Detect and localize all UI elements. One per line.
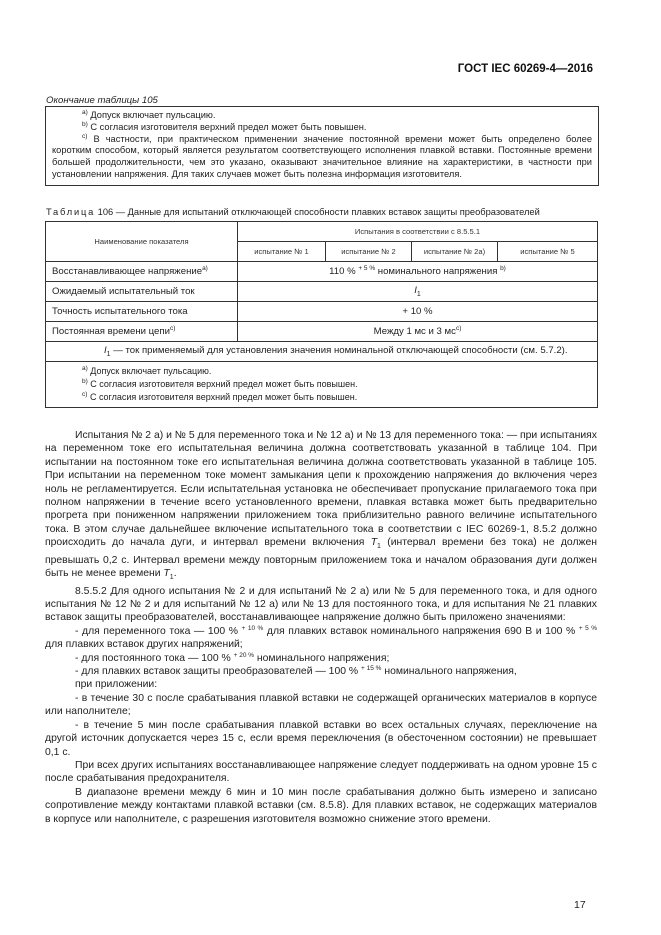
text: номинального напряжения; <box>254 652 390 664</box>
subscript: 1 <box>377 543 381 551</box>
footnote-mark: c) <box>82 132 88 140</box>
footnote-text: Допуск включает пульсацию. <box>90 366 212 376</box>
footnote-text: В частности, при практическом применении значение постоянной времени может быть определено более коротким способом, который является результатом соответствующего исполнения плавкой вставки. Постоянные времени большей продолжительности, чем это указано, оказывают значительное влияние на характеристики, в частности при установлении напряжения. Для таких случаев может быть полезна информация изготовителя. <box>52 133 592 179</box>
column-header: испытание № 2а) <box>412 242 498 262</box>
footnote-ref: c) <box>169 325 176 332</box>
table-notes-row <box>46 362 598 408</box>
footnote-b <box>52 122 592 134</box>
table-105-notes <box>45 106 599 186</box>
tolerance: + 15 % <box>361 665 382 673</box>
paragraph: При всех других испытаниях восстанавливающее напряжение следует поддерживать на одном уровне 15 с после срабатывания предохранителя. <box>45 759 597 785</box>
text: - для переменного тока — 100 % <box>75 625 242 637</box>
paragraph: В диапазоне времени между 6 мин и 10 мин после срабатывания должно быть измерено и записано сопротивление между контактами плавкой вставки (см. 8.5.8). Для плавких вставок, не содержащих материалов в корпусе или наполнителе, с разрешения изготовителя возможно снижение этого времени. <box>45 786 597 825</box>
list-item: - в течение 5 мин после срабатывания плавкой вставки во всех остальных случаях, переключение на другой источник допускается через 15 с, если время переключения (в обесточенном состоянии) не превышает 0,1 с. <box>45 719 597 758</box>
list-item <box>45 652 597 665</box>
list-item: - в течение 30 с после срабатывания плавкой вставки не содержащей органических материалов в корпусе или наполнителе; <box>45 692 597 718</box>
tolerance: + 20 % <box>233 651 255 659</box>
body-text <box>45 429 597 826</box>
table-106-caption <box>46 207 540 217</box>
symbol: T <box>163 568 170 580</box>
caption-label: Таблица <box>46 207 96 217</box>
paragraph-8-5-5-2: 8.5.5.2 Для одного испытания № 2 и для испытаний № 2 а) или № 5 для переменного тока, и для одного испытания № 12 № 2 и для испытаний № 12 а) или № 13 для постоянного тока, и для испытания № 21 плавких вставок защиты преобразователей, восстанавливающее напряжение должно быть приложено значениями: <box>45 585 597 624</box>
footnote-a <box>52 110 592 122</box>
footnote-text: С согласия изготовителя верхний предел может быть повышен. <box>90 379 358 389</box>
text: Испытания № 2 а) и № 5 для переменного тока и № 12 а) и № 13 для переменного тока: — при испытаниях на переменном токе его испытательная величина должна соответствовать указанной в таблице 104. При испытании на постоянном токе его испытательная величина должна соответствовать указанной в таблице 105. При испытании на переменном токе момент замыкания цепи к прохождению напряжения до включения через ноль не регламентируется. Если испытательная установка не обеспечивает пропускание прилагаемого тока при полном напряжении в течение всего установленного времени, плавкая вставка может быть предварительно прогрета при пониженном напряжении приложением тока приблизительно равного величине испытательного тока. В этом случае дальнейшее включение испытательного тока в соответствии с IEC 60269-1, 8.5.2 должно происходить до начала дуги, и интервал времени включения <box>45 430 597 549</box>
legend-symbol: I <box>104 345 107 357</box>
text: для плавких вставок номинального напряжения 690 В и 100 % <box>263 625 579 637</box>
row-value: I <box>414 285 417 297</box>
text: для плавких вставок других напряжений; <box>45 639 243 651</box>
subscript: 1 <box>106 350 111 358</box>
document-header: ГОСТ IEC 60269-4—2016 <box>457 63 593 75</box>
table-legend-row <box>46 342 598 362</box>
row-value-rest: номинального напряжения <box>375 266 501 277</box>
text: номинального напряжения, <box>381 666 517 678</box>
footnote-ref: b) <box>500 265 506 272</box>
text: . <box>173 568 177 580</box>
paragraph <box>45 429 597 585</box>
footnote-mark: c) <box>82 391 88 398</box>
page-number: 17 <box>574 899 586 911</box>
column-header: испытание № 2 <box>326 242 412 262</box>
subscript: 1 <box>169 574 174 582</box>
footnote-b <box>82 378 591 391</box>
row-name: Постоянная времени цепи <box>52 326 170 337</box>
row-name: Восстанавливающее напряжение <box>52 266 203 277</box>
row-value: Между 1 мс и 3 мс <box>373 326 456 337</box>
table-105-continuation-caption: Окончание таблицы 105 <box>46 95 158 106</box>
footnote-ref: c) <box>455 325 462 332</box>
row-name: Точность испытательного тока <box>46 302 238 322</box>
symbol: T <box>370 537 378 549</box>
footnote-mark: a) <box>82 365 88 372</box>
footnote-ref: a) <box>202 265 208 272</box>
text: (интервал времени без тока) не должен превышать 0,2 с. Интервал времени между повторным приложением тока и началом образования дуги должен быть не менее времени <box>45 537 597 580</box>
column-header: испытание № 1 <box>238 242 326 262</box>
table-row <box>46 282 598 302</box>
row-value: 110 % <box>329 266 356 277</box>
footnote-text: С согласия изготовителя верхний предел может быть повышен. <box>90 121 367 132</box>
list-item <box>45 665 597 678</box>
text: - для плавких вставок защиты преобразователей — 100 % <box>75 666 362 678</box>
tolerance: + 10 % <box>241 624 264 632</box>
column-header-name: Наименование показателя <box>46 222 238 262</box>
footnote-text: С согласия изготовителя верхний предел может быть повышен. <box>89 392 358 402</box>
table-106 <box>45 221 598 408</box>
column-group-header: Испытания в соответствии с 8.5.5.1 <box>238 222 598 242</box>
legend-text: — ток применяемый для установления значения номинальной отключающей способности (см. 5.7.2). <box>110 345 568 357</box>
list-item <box>45 625 597 652</box>
footnote-c <box>52 134 592 181</box>
subscript: 1 <box>416 290 421 298</box>
table-row <box>46 302 598 322</box>
row-name: Ожидаемый испытательный ток <box>46 282 238 302</box>
table-row <box>46 262 598 282</box>
caption-title: 106 — Данные для испытаний отключающей способности плавких вставок защиты преобразователей <box>95 207 540 217</box>
footnote-a <box>82 365 591 378</box>
footnote-mark: a) <box>82 109 88 116</box>
footnote-c <box>82 391 591 404</box>
footnote-mark: b) <box>82 378 88 385</box>
table-row <box>46 322 598 342</box>
row-value: + 10 % <box>238 302 598 322</box>
list-text: при приложении: <box>75 679 158 691</box>
footnote-mark: b) <box>82 120 88 128</box>
text: - для постоянного тока — 100 % <box>75 652 234 664</box>
footnote-text: Допуск включает пульсацию. <box>90 110 216 120</box>
column-header: испытание № 5 <box>498 242 598 262</box>
tolerance: + 5 % <box>358 265 376 272</box>
tolerance: + 5 % <box>578 624 597 632</box>
